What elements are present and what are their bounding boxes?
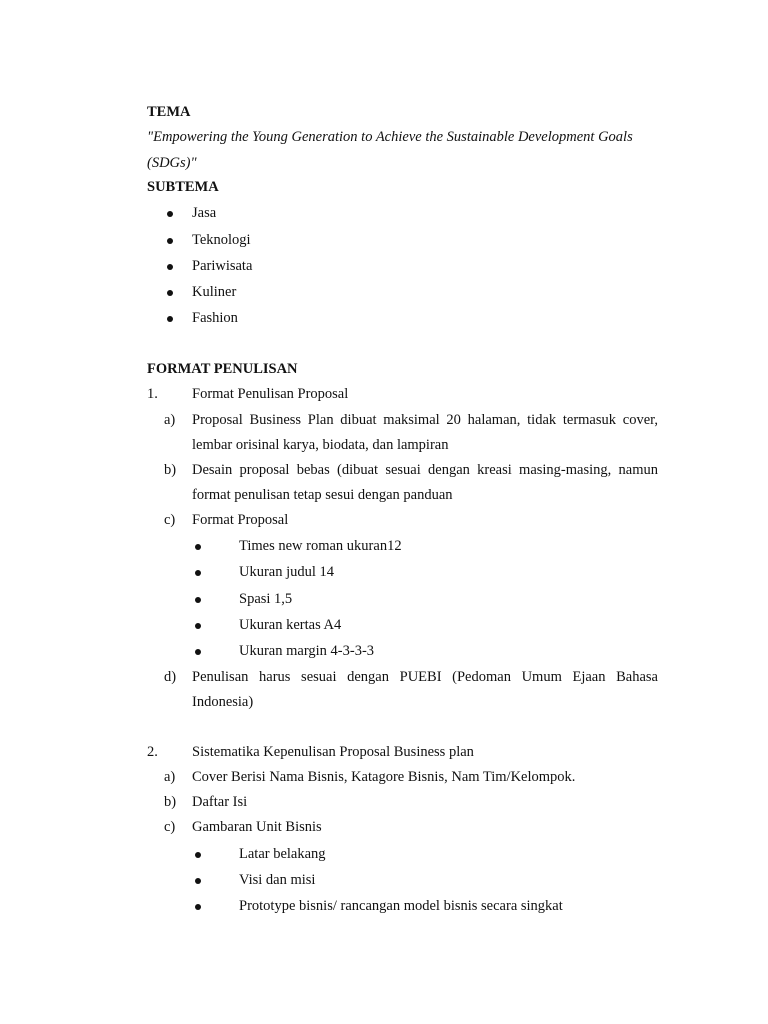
item-marker: a) [164, 412, 176, 428]
section-2-title: Sistematika Kepenulisan Proposal Business plan [192, 744, 474, 760]
section-1-number: 1. [147, 386, 158, 402]
bullet-icon [195, 544, 201, 550]
subtema-heading: SUBTEMA [147, 179, 219, 195]
section-1-title: Format Penulisan Proposal [192, 386, 349, 402]
bullet-icon [167, 290, 173, 296]
section-2-c-title: Gambaran Unit Bisnis [192, 819, 322, 835]
format-proposal-item: Ukuran kertas A4 [239, 617, 342, 633]
subtema-item: Kuliner [192, 284, 237, 300]
bullet-icon [195, 878, 201, 884]
bullet-icon [195, 570, 201, 576]
format-proposal-item: Ukuran judul 14 [239, 564, 335, 580]
section-1-d-line-2: Indonesia) [192, 694, 254, 710]
bullet-icon [167, 238, 173, 244]
bullet-icon [195, 904, 201, 910]
item-marker: c) [164, 512, 176, 528]
subtema-item: Teknologi [192, 232, 251, 248]
subtema-item: Pariwisata [192, 258, 253, 274]
bullet-icon [167, 264, 173, 270]
section-1-d-line-1: Penulisan harus sesuai dengan PUEBI (Pedoman Umum Ejaan Bahasa [192, 669, 658, 685]
format-proposal-item: Ukuran margin 4-3-3-3 [239, 643, 375, 659]
item-marker: c) [164, 819, 176, 835]
bullet-icon [195, 597, 201, 603]
tema-heading: TEMA [147, 104, 191, 120]
item-marker: b) [164, 794, 177, 810]
gambaran-item: Latar belakang [239, 846, 326, 862]
gambaran-item: Prototype bisnis/ rancangan model bisnis secara singkat [239, 898, 563, 914]
format-proposal-item: Times new roman ukuran12 [239, 538, 402, 554]
tema-quote-line-1: "Empowering the Young Generation to Achieve the Sustainable Development Goals [147, 129, 633, 145]
item-marker: b) [164, 462, 177, 478]
section-2-number: 2. [147, 744, 158, 760]
item-marker: a) [164, 769, 176, 785]
section-1-b-line-2: format penulisan tetap sesui dengan panduan [192, 487, 453, 503]
subtema-item: Jasa [192, 205, 217, 221]
gambaran-item: Visi dan misi [239, 872, 316, 888]
format-proposal-item: Spasi 1,5 [239, 591, 293, 607]
subtema-item: Fashion [192, 310, 238, 326]
section-2-b-text: Daftar Isi [192, 794, 248, 810]
section-1-b-line-1: Desain proposal bebas (dibuat sesuai dengan kreasi masing-masing, namun [192, 462, 658, 478]
section-1-a-line-2: lembar orisinal karya, biodata, dan lampiran [192, 437, 449, 453]
format-heading: FORMAT PENULISAN [147, 361, 298, 377]
bullet-icon [195, 623, 201, 629]
section-1-c-title: Format Proposal [192, 512, 289, 528]
bullet-icon [167, 211, 173, 217]
item-marker: d) [164, 669, 177, 685]
section-2-a-text: Cover Berisi Nama Bisnis, Katagore Bisnis, Nam Tim/Kelompok. [192, 769, 576, 785]
tema-quote-line-2: (SDGs)" [147, 155, 197, 171]
bullet-icon [195, 852, 201, 858]
bullet-icon [167, 316, 173, 322]
section-1-a-line-1: Proposal Business Plan dibuat maksimal 20 halaman, tidak termasuk cover, [192, 412, 658, 428]
bullet-icon [195, 649, 201, 655]
